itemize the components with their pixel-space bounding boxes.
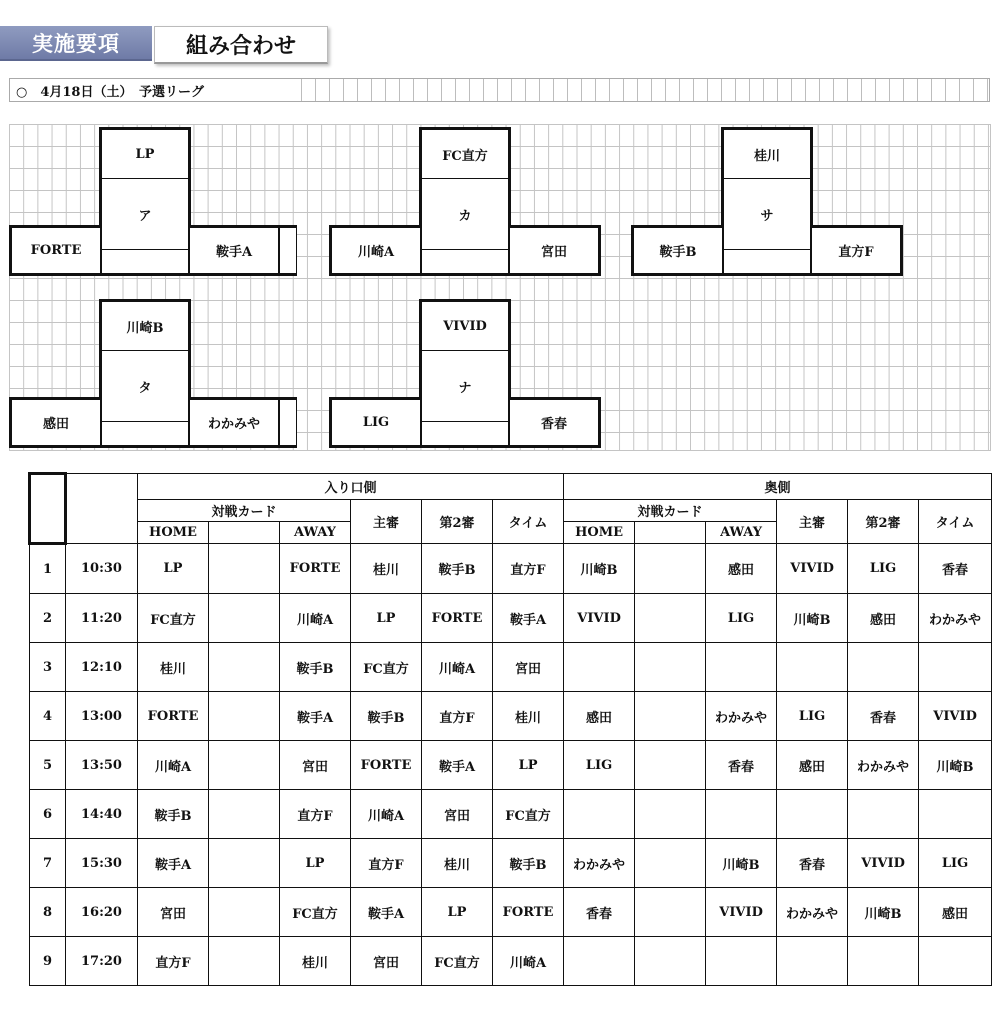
table-row xyxy=(30,692,992,741)
match-number: 2 xyxy=(30,594,66,643)
group-right-team: 鞍手A xyxy=(189,225,281,276)
group-right-stub xyxy=(279,225,297,276)
back-timekeeper xyxy=(919,643,992,692)
entrance-second-referee: 川崎A xyxy=(422,643,493,692)
back-vs xyxy=(635,937,706,986)
back-referee xyxy=(777,643,848,692)
entrance-home: 宮田 xyxy=(138,888,209,937)
group-top-team: LP xyxy=(99,127,191,179)
schedule-body xyxy=(30,544,992,986)
group-left-team: 感田 xyxy=(9,397,101,448)
header-vs xyxy=(635,522,706,544)
group-right-team: わかみや xyxy=(189,397,281,448)
back-second-referee: VIVID xyxy=(848,839,919,888)
entrance-referee: FC直方 xyxy=(351,643,422,692)
entrance-timekeeper: FC直方 xyxy=(493,790,564,839)
entrance-timekeeper: 川崎A xyxy=(493,937,564,986)
match-time: 15:30 xyxy=(66,839,138,888)
group-top-team: 桂川 xyxy=(721,127,813,179)
header-time xyxy=(66,474,138,544)
back-home xyxy=(564,790,635,839)
back-referee: 川崎B xyxy=(777,594,848,643)
entrance-vs xyxy=(209,839,280,888)
entrance-referee: 川崎A xyxy=(351,790,422,839)
entrance-second-referee: FC直方 xyxy=(422,937,493,986)
table-row xyxy=(30,544,992,594)
table-row xyxy=(30,937,992,986)
entrance-vs xyxy=(209,643,280,692)
back-second-referee: 感田 xyxy=(848,594,919,643)
back-timekeeper xyxy=(919,790,992,839)
back-referee: LIG xyxy=(777,692,848,741)
table-row xyxy=(30,888,992,937)
back-away xyxy=(706,643,777,692)
back-vs xyxy=(635,692,706,741)
group-center-bottom xyxy=(721,249,813,276)
group-label: ナ xyxy=(419,350,511,422)
header-timekeeper: タイム xyxy=(493,500,564,544)
back-referee xyxy=(777,937,848,986)
back-referee: 香春 xyxy=(777,839,848,888)
match-time: 14:40 xyxy=(66,790,138,839)
header-back-side: 奥側 xyxy=(564,474,992,500)
back-vs xyxy=(635,643,706,692)
entrance-vs xyxy=(209,937,280,986)
entrance-timekeeper: LP xyxy=(493,741,564,790)
entrance-second-referee: 桂川 xyxy=(422,839,493,888)
back-home xyxy=(564,643,635,692)
back-home: 香春 xyxy=(564,888,635,937)
entrance-home: 桂川 xyxy=(138,643,209,692)
match-time: 10:30 xyxy=(66,544,138,594)
entrance-away: 直方F xyxy=(280,790,351,839)
header-row-sides xyxy=(30,474,992,500)
header-timekeeper: タイム xyxy=(919,500,992,544)
header-no xyxy=(30,474,66,544)
entrance-second-referee: 直方F xyxy=(422,692,493,741)
back-timekeeper: 感田 xyxy=(919,888,992,937)
group-left-team: 鞍手B xyxy=(631,225,723,276)
entrance-timekeeper: FORTE xyxy=(493,888,564,937)
entrance-timekeeper: 桂川 xyxy=(493,692,564,741)
tab-overview[interactable]: 実施要項 xyxy=(0,26,152,60)
group-center-bottom xyxy=(99,421,191,448)
group-left-team: LIG xyxy=(329,397,421,448)
match-number: 1 xyxy=(30,544,66,594)
entrance-away: FC直方 xyxy=(280,888,351,937)
group-right-team: 香春 xyxy=(509,397,601,448)
entrance-home: FC直方 xyxy=(138,594,209,643)
entrance-home: LP xyxy=(138,544,209,594)
entrance-vs xyxy=(209,544,280,594)
back-timekeeper: 香春 xyxy=(919,544,992,594)
group-left-team: FORTE xyxy=(9,225,101,276)
group-right-team: 宮田 xyxy=(509,225,601,276)
header-match-card: 対戦カード xyxy=(138,500,351,522)
entrance-referee: 宮田 xyxy=(351,937,422,986)
match-time: 13:50 xyxy=(66,741,138,790)
entrance-home: FORTE xyxy=(138,692,209,741)
entrance-second-referee: 鞍手A xyxy=(422,741,493,790)
header-match-card: 対戦カード xyxy=(564,500,777,522)
entrance-away: 宮田 xyxy=(280,741,351,790)
match-time: 16:20 xyxy=(66,888,138,937)
back-vs xyxy=(635,839,706,888)
back-second-referee: わかみや xyxy=(848,741,919,790)
header-home: HOME xyxy=(564,522,635,544)
entrance-away: 桂川 xyxy=(280,937,351,986)
back-away: 川崎B xyxy=(706,839,777,888)
back-home: わかみや xyxy=(564,839,635,888)
match-number: 8 xyxy=(30,888,66,937)
back-vs xyxy=(635,888,706,937)
back-referee xyxy=(777,790,848,839)
back-vs xyxy=(635,544,706,594)
back-away: LIG xyxy=(706,594,777,643)
back-referee: 感田 xyxy=(777,741,848,790)
entrance-referee: 桂川 xyxy=(351,544,422,594)
entrance-vs xyxy=(209,692,280,741)
date-label: ○ 4月18日（土） 予選リーグ xyxy=(10,79,300,101)
back-timekeeper: わかみや xyxy=(919,594,992,643)
header-entrance-side: 入り口側 xyxy=(138,474,564,500)
back-timekeeper: 川崎B xyxy=(919,741,992,790)
entrance-home: 直方F xyxy=(138,937,209,986)
match-number: 7 xyxy=(30,839,66,888)
back-home: VIVID xyxy=(564,594,635,643)
header-away: AWAY xyxy=(706,522,777,544)
entrance-second-referee: FORTE xyxy=(422,594,493,643)
entrance-away: 川崎A xyxy=(280,594,351,643)
entrance-away: LP xyxy=(280,839,351,888)
match-time: 13:00 xyxy=(66,692,138,741)
back-second-referee: 香春 xyxy=(848,692,919,741)
match-time: 11:20 xyxy=(66,594,138,643)
entrance-home: 鞍手A xyxy=(138,839,209,888)
header-referee: 主審 xyxy=(351,500,422,544)
entrance-home: 鞍手B xyxy=(138,790,209,839)
group-center-bottom xyxy=(419,421,511,448)
entrance-vs xyxy=(209,594,280,643)
header-away: AWAY xyxy=(280,522,351,544)
match-number: 6 xyxy=(30,790,66,839)
match-number: 4 xyxy=(30,692,66,741)
back-second-referee: LIG xyxy=(848,544,919,594)
match-number: 9 xyxy=(30,937,66,986)
table-row xyxy=(30,741,992,790)
entrance-second-referee: 宮田 xyxy=(422,790,493,839)
back-away: 感田 xyxy=(706,544,777,594)
back-away: わかみや xyxy=(706,692,777,741)
back-vs xyxy=(635,790,706,839)
group-right-team: 直方F xyxy=(811,225,903,276)
back-timekeeper xyxy=(919,937,992,986)
table-row xyxy=(30,839,992,888)
match-time: 12:10 xyxy=(66,643,138,692)
tab-bar xyxy=(0,26,340,66)
group-top-team: VIVID xyxy=(419,299,511,351)
entrance-timekeeper: 鞍手B xyxy=(493,839,564,888)
back-away: VIVID xyxy=(706,888,777,937)
group-center-bottom xyxy=(419,249,511,276)
entrance-timekeeper: 鞍手A xyxy=(493,594,564,643)
schedule-table xyxy=(28,472,992,986)
table-row xyxy=(30,594,992,643)
entrance-timekeeper: 宮田 xyxy=(493,643,564,692)
back-second-referee xyxy=(848,937,919,986)
back-away xyxy=(706,937,777,986)
back-second-referee xyxy=(848,643,919,692)
entrance-vs xyxy=(209,888,280,937)
table-row xyxy=(30,643,992,692)
header-row-roles xyxy=(30,500,992,522)
group-center-bottom xyxy=(99,249,191,276)
tab-bracket[interactable]: 組み合わせ xyxy=(154,26,328,64)
entrance-referee: FORTE xyxy=(351,741,422,790)
group-top-team: FC直方 xyxy=(419,127,511,179)
entrance-referee: 直方F xyxy=(351,839,422,888)
back-referee: VIVID xyxy=(777,544,848,594)
match-number: 5 xyxy=(30,741,66,790)
back-referee: わかみや xyxy=(777,888,848,937)
back-second-referee xyxy=(848,790,919,839)
back-timekeeper: LIG xyxy=(919,839,992,888)
table-row xyxy=(30,790,992,839)
entrance-away: 鞍手B xyxy=(280,643,351,692)
group-top-team: 川崎B xyxy=(99,299,191,351)
entrance-referee: 鞍手A xyxy=(351,888,422,937)
header-second-referee: 第2審 xyxy=(422,500,493,544)
entrance-away: FORTE xyxy=(280,544,351,594)
entrance-vs xyxy=(209,790,280,839)
entrance-home: 川崎A xyxy=(138,741,209,790)
entrance-second-referee: 鞍手B xyxy=(422,544,493,594)
entrance-timekeeper: 直方F xyxy=(493,544,564,594)
group-label: タ xyxy=(99,350,191,422)
entrance-second-referee: LP xyxy=(422,888,493,937)
entrance-referee: LP xyxy=(351,594,422,643)
back-home: 感田 xyxy=(564,692,635,741)
group-label: ア xyxy=(99,178,191,250)
group-left-team: 川崎A xyxy=(329,225,421,276)
back-away xyxy=(706,790,777,839)
back-away: 香春 xyxy=(706,741,777,790)
back-timekeeper: VIVID xyxy=(919,692,992,741)
group-label: サ xyxy=(721,178,813,250)
group-right-stub xyxy=(279,397,297,448)
entrance-away: 鞍手A xyxy=(280,692,351,741)
back-home: LIG xyxy=(564,741,635,790)
entrance-referee: 鞍手B xyxy=(351,692,422,741)
tab-underline xyxy=(0,59,152,61)
back-home: 川崎B xyxy=(564,544,635,594)
header-second-referee: 第2審 xyxy=(848,500,919,544)
header-vs xyxy=(209,522,280,544)
match-time: 17:20 xyxy=(66,937,138,986)
date-row xyxy=(9,78,990,102)
entrance-vs xyxy=(209,741,280,790)
back-second-referee: 川崎B xyxy=(848,888,919,937)
group-label: カ xyxy=(419,178,511,250)
match-number: 3 xyxy=(30,643,66,692)
header-home: HOME xyxy=(138,522,209,544)
back-home xyxy=(564,937,635,986)
header-referee: 主審 xyxy=(777,500,848,544)
back-vs xyxy=(635,741,706,790)
back-vs xyxy=(635,594,706,643)
league-groups xyxy=(9,124,991,451)
